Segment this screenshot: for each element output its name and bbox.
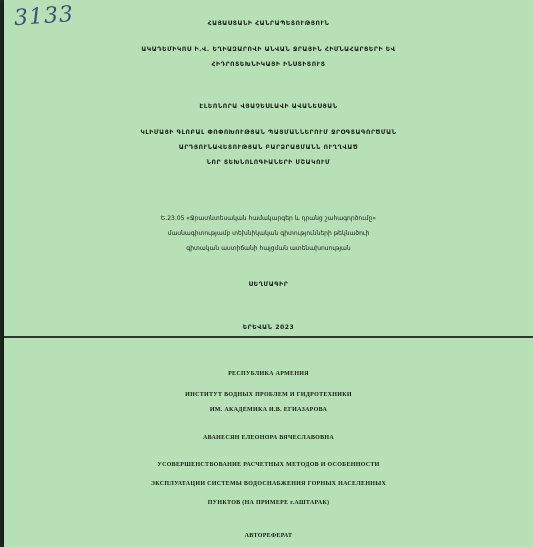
russian-institute-line1: ИНСТИТУТ ВОДНЫХ ПРОБЛЕМ И ГИДРОТЕХНИКИ [185,392,352,398]
document-page [4,0,533,547]
armenian-city-year: ԵՐԵՎԱՆ 2023 [242,324,295,331]
armenian-country: ՀԱՅԱՍՏԱՆԻ ՀԱՆՐԱՊԵՏՈՒԹՅՈՒՆ [207,20,330,27]
section-divider [4,336,533,338]
russian-author: АВАНЕСЯН ЕЛЕОНОРА ВЯЧЕСЛАВОВНА [202,435,335,441]
russian-institute-line2: ИМ. АКАДЕМИКА И.В. ЕГИАЗАРОВА [209,407,328,413]
russian-title-line3: ПУНКТОВ (НА ПРИМЕРЕ г.АШТАРАК) [207,500,330,506]
handwritten-number: 3133 [13,1,75,32]
armenian-author: ԷԼԵՈՆՈՐԱ ՎՅԱՉԵՍԼԱՎԻ ԱՎԱՆԵՍՅԱՆ [199,103,338,110]
armenian-specialty-line3: գիտական աստիճանի հայցման ատենախոսության [186,245,351,252]
armenian-title-line3: ՆՈՐ ՏԵԽՆՈԼՈԳԻԱՆԵՐԻ ՄՇԱԿՈՒՄ [206,159,331,166]
russian-country: РЕСПУБЛИКА АРМЕНИЯ [228,371,309,377]
armenian-title-line1: ԿԼԻՄԱՅԻ ԳԼՈԲԱԼ ՓՈՓՈԽՈՒԹՅԱՆ ՊԱՅՄԱՆՆԵՐՈՒՄ ՋՐՕԳՏԱԳՈՐԾՄԱՆ [140,129,397,136]
armenian-specialty-line2: մասնագիտությամբ տեխնիկական գիտությունների թեկնածուի [167,230,370,237]
armenian-abstract-label: ՍԵՂՄԱԳԻՐ [248,281,289,288]
russian-abstract-label: АВТОРЕФЕРАТ [244,533,293,539]
armenian-institute-line2: ՀԻԴՐՈՏԵԽՆԻԿԱՅԻ ԻՆՍՏԻՏՈՒՏ [211,61,326,68]
russian-title-line1: УСОВЕРШЕНСТВОВАНИЕ РАСЧЕТНЫХ МЕТОДОВ И ОСОБЕННОСТИ [157,462,380,468]
armenian-title-line2: ԱՐԴՅՈՒՆԱՎԵՏՈՒԹՅԱՆ ԲԱՐՁՐԱՑՄԱՆՆ ՈՒՂՂՎԱԾ [178,144,359,151]
armenian-institute-line1: ԱԿԱԴԵՄԻԿՈՍ Ի.Վ. ԵՂԻԱԶԱՐՈՎԻ ԱՆՎԱՆ ՋՐԱՅԻՆ ՀԻՄՆԱՀԱՐՑԵՐԻ ԵՎ [141,46,396,53]
armenian-specialty-line1: Ե.23.05 «Ջրատնտեսական համակարգեր և դրանց շահագործումը» [160,215,377,222]
russian-title-line2: ЭКСПЛУАТАЦИИ СИСТЕМЫ ВОДОСНАБЖЕНИЯ ГОРНЫХ НАСЕЛЕННЫХ [150,481,387,487]
